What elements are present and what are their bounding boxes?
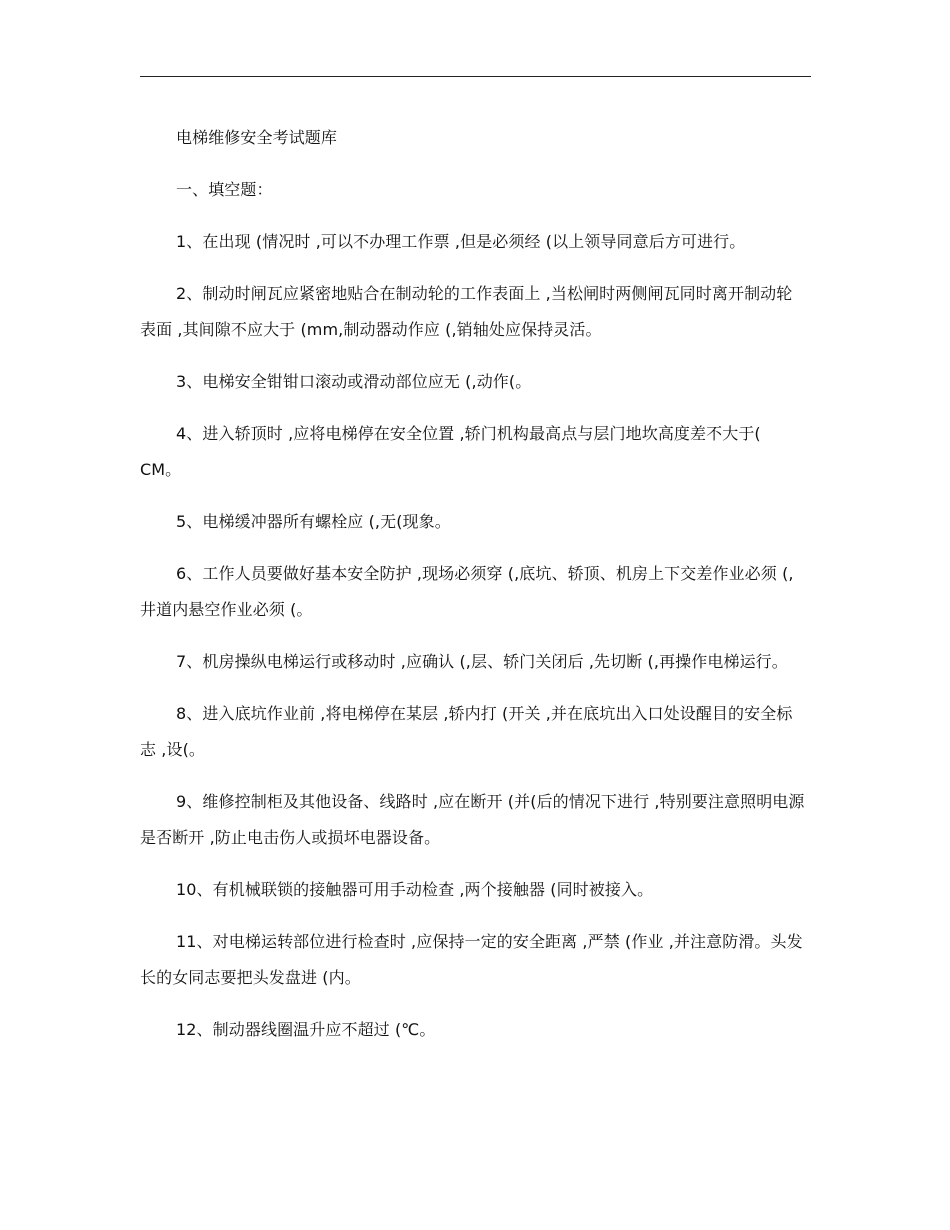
section-heading-fill-in-blanks: 一、填空题： bbox=[176, 180, 273, 199]
question-text: 对电梯运转部位进行检查时 ,应保持一定的安全距离 ,严禁 (作业 ,并注意防滑。头发长的女同志要把头发盘进 (内。 bbox=[140, 932, 803, 987]
question-number: 12、 bbox=[176, 1020, 213, 1039]
question-9 bbox=[140, 784, 805, 856]
question-number: 9、 bbox=[176, 792, 203, 811]
document-title: 电梯维修安全考试题库 bbox=[176, 128, 338, 147]
question-12 bbox=[140, 1012, 805, 1048]
question-5 bbox=[140, 504, 805, 540]
question-6 bbox=[140, 556, 805, 628]
question-text: 进入底坑作业前 ,将电梯停在某层 ,轿内打 (开关 ,并在底坑出入口处设醒目的安全标志 ,设(。 bbox=[140, 704, 793, 759]
question-number: 5、 bbox=[176, 512, 203, 531]
question-2 bbox=[140, 276, 805, 348]
question-number: 4、 bbox=[176, 424, 203, 443]
question-number: 10、 bbox=[176, 880, 213, 899]
question-number: 11、 bbox=[176, 932, 213, 951]
question-text: 进入轿顶时 ,应将电梯停在安全位置 ,轿门机构最高点与层门地坎高度差不大于( CM。 bbox=[140, 424, 761, 479]
question-number: 2、 bbox=[176, 284, 203, 303]
question-number: 6、 bbox=[176, 564, 203, 583]
question-text: 工作人员要做好基本安全防护 ,现场必须穿 (,底坑、轿顶、机房上下交差作业必须 (,井道内悬空作业必须 (。 bbox=[140, 564, 794, 619]
question-text: 电梯安全钳钳口滚动或滑动部位应无 (,动作(。 bbox=[202, 372, 532, 391]
question-7 bbox=[140, 644, 805, 680]
question-4 bbox=[140, 416, 805, 488]
document-content bbox=[140, 120, 805, 1048]
question-11 bbox=[140, 924, 805, 996]
question-1 bbox=[140, 224, 805, 260]
question-8 bbox=[140, 696, 805, 768]
question-number: 8、 bbox=[176, 704, 203, 723]
question-number: 7、 bbox=[176, 652, 203, 671]
question-text: 制动器线圈温升应不超过 (℃。 bbox=[212, 1020, 436, 1039]
question-text: 制动时闸瓦应紧密地贴合在制动轮的工作表面上 ,当松闸时两侧闸瓦同时离开制动轮表面 ,其间隙不应大于 (mm,制动器动作应 (,销轴处应保持灵活。 bbox=[140, 284, 793, 339]
question-text: 在出现 (情况时 ,可以不办理工作票 ,但是必须经 (以上领导同意后方可进行。 bbox=[202, 232, 746, 251]
question-number: 3、 bbox=[176, 372, 203, 391]
header-rule bbox=[140, 76, 811, 77]
question-3 bbox=[140, 364, 805, 400]
question-text: 有机械联锁的接触器可用手动检查 ,两个接触器 (同时被接入。 bbox=[212, 880, 654, 899]
question-text: 机房操纵电梯运行或移动时 ,应确认 (,层、轿门关闭后 ,先切断 (,再操作电梯运行。 bbox=[202, 652, 788, 671]
question-number: 1、 bbox=[176, 232, 203, 251]
question-text: 维修控制柜及其他设备、线路时 ,应在断开 (并(后的情况下进行 ,特别要注意照明电源是否断开 ,防止电击伤人或损坏电器设备。 bbox=[140, 792, 805, 847]
question-text: 电梯缓冲器所有螺栓应 (,无(现象。 bbox=[202, 512, 451, 531]
question-10 bbox=[140, 872, 805, 908]
